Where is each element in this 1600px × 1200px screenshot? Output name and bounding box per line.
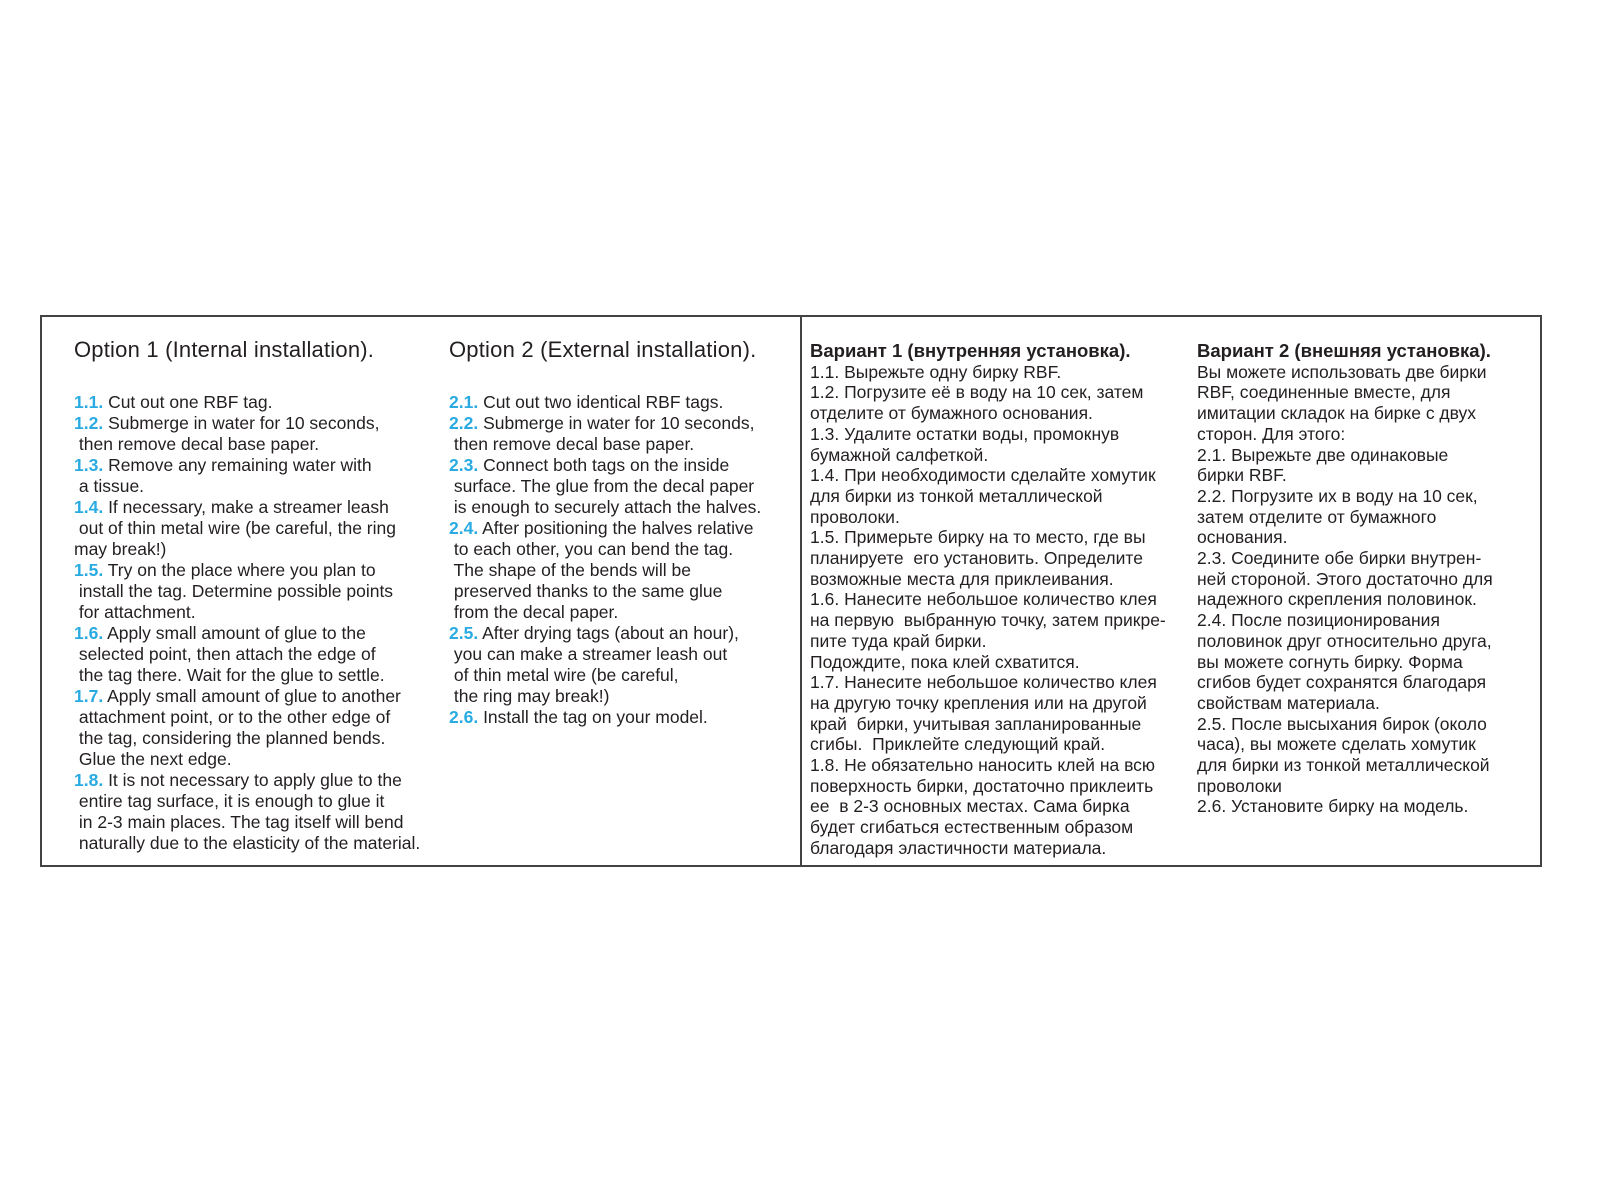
step-line: планируете его установить. Определите — [810, 548, 1143, 569]
step-line: 1.8. It is not necessary to apply glue to the — [74, 770, 402, 790]
step-line: 1.7. Нанесите небольшое количество клея — [810, 672, 1157, 693]
step-line: 2.3. Соедините обе бирки внутрен- — [1197, 548, 1482, 569]
instruction-step — [449, 392, 761, 413]
step-line: 2.4. После позиционирования — [1197, 610, 1440, 631]
step-number: 2.2. — [449, 413, 479, 433]
step-line: 1.4. If necessary, make a streamer leash — [74, 497, 389, 517]
step-number: 2.1. — [1197, 444, 1227, 465]
step-line: для бирки из тонкой металлической — [810, 485, 1103, 506]
instruction-step — [1197, 486, 1493, 548]
step-line: entire tag surface, it is enough to glue it — [74, 791, 385, 811]
instruction-step — [810, 362, 1166, 383]
step-line: 1.1. Cut out one RBF tag. — [74, 392, 273, 412]
step-line: 2.3. Connect both tags on the inside — [449, 455, 730, 475]
step-line: сгибы. Приклейте следующий край. — [810, 734, 1106, 755]
step-number: 1.1. — [810, 361, 840, 382]
step-line: 1.2. Submerge in water for 10 seconds, — [74, 413, 380, 433]
step-line: Glue the next edge. — [74, 749, 232, 769]
step-line: of thin metal wire (be careful, — [449, 665, 679, 685]
variant-1-heading: Вариант 1 (внутренняя установка). — [810, 340, 1131, 361]
step-line: Подождите, пока клей схватится. — [810, 651, 1080, 672]
instruction-step — [74, 497, 420, 560]
step-line: you can make a streamer leash out — [449, 644, 728, 664]
panel-english — [42, 317, 800, 865]
step-line: 2.6. Установите бирку на модель. — [1197, 796, 1469, 817]
instruction-step — [449, 455, 761, 518]
step-line: then remove decal base paper. — [449, 434, 695, 454]
step-number: 1.2. — [74, 413, 104, 433]
step-line: свойствам материала. — [1197, 692, 1380, 713]
instruction-step — [810, 465, 1166, 527]
step-line: 2.2. Submerge in water for 10 seconds, — [449, 413, 755, 433]
step-number: 2.5. — [449, 623, 479, 643]
step-line: для бирки из тонкой металлической — [1197, 755, 1490, 776]
step-number: 2.6. — [1197, 796, 1227, 817]
column-option-2 — [449, 337, 761, 728]
step-line: пите туда край бирки. — [810, 630, 987, 651]
step-number: 2.4. — [1197, 610, 1227, 631]
step-number: 2.4. — [449, 518, 479, 538]
step-line: The shape of the bends will be — [449, 560, 691, 580]
step-line: 1.1. Вырежьте одну бирку RBF. — [810, 361, 1062, 382]
step-line: 2.6. Install the tag on your model. — [449, 707, 708, 727]
step-line: 2.1. Вырежьте две одинаковые — [1197, 444, 1449, 465]
step-line: 1.5. Try on the place where you plan to — [74, 560, 376, 580]
step-line: 1.6. Нанесите небольшое количество клея — [810, 589, 1157, 610]
step-number: 1.3. — [810, 423, 840, 444]
step-line: for attachment. — [74, 602, 196, 622]
step-line: сгибов будет сохранятся благодаря — [1197, 672, 1487, 693]
variant-1-step-list — [810, 362, 1166, 859]
step-number: 1.4. — [810, 465, 840, 486]
step-line: благодаря эластичности материала. — [810, 837, 1107, 858]
step-number: 2.5. — [1197, 713, 1227, 734]
instruction-step — [810, 589, 1166, 672]
option-1-heading: Option 1 (Internal installation). — [74, 337, 375, 362]
step-line: половинок друг относительно друга, — [1197, 630, 1492, 651]
step-line: возможные места для приклеивания. — [810, 568, 1114, 589]
column-variant-2 — [1197, 341, 1493, 817]
step-line: in 2-3 main places. The tag itself will bend — [74, 812, 404, 832]
step-line: 2.4. After positioning the halves relative — [449, 518, 754, 538]
instruction-step — [810, 424, 1166, 465]
step-line: бирки RBF. — [1197, 465, 1287, 486]
step-line: на первую выбранную точку, затем прикре- — [810, 610, 1166, 631]
step-number: 1.8. — [810, 755, 840, 776]
step-line: основания. — [1197, 527, 1288, 548]
step-number: 1.5. — [74, 560, 104, 580]
step-number: 1.6. — [810, 589, 840, 610]
option-1-step-list — [74, 392, 420, 854]
step-number: 1.7. — [74, 686, 104, 706]
step-line: проволоки. — [810, 506, 900, 527]
step-line: is enough to securely attach the halves. — [449, 497, 762, 517]
step-line: проволоки — [1197, 775, 1282, 796]
step-number: 1.7. — [810, 672, 840, 693]
step-line: поверхность бирки, достаточно приклеить — [810, 775, 1154, 796]
step-line: the tag, considering the planned bends. — [74, 728, 386, 748]
instruction-step — [449, 413, 761, 455]
step-number: 2.2. — [1197, 485, 1227, 506]
step-line: 1.3. Удалите остатки воды, промокнув — [810, 423, 1120, 444]
panel-russian — [802, 317, 1540, 865]
step-line: then remove decal base paper. — [74, 434, 320, 454]
column-variant-1 — [810, 341, 1166, 859]
instruction-step — [449, 707, 761, 728]
step-line: attachment point, or to the other edge of — [74, 707, 391, 727]
step-line: затем отделите от бумажного — [1197, 506, 1437, 527]
instruction-step — [1197, 445, 1493, 486]
step-line: 1.5. Примерьте бирку на то место, где вы — [810, 527, 1146, 548]
step-line: вы можете согнуть бирку. Форма — [1197, 651, 1463, 672]
instruction-step — [74, 392, 420, 413]
option-2-step-list — [449, 392, 761, 728]
step-line: the ring may break!) — [449, 686, 610, 706]
step-line: ней стороной. Этого достаточно для — [1197, 568, 1493, 589]
instruction-step — [74, 770, 420, 854]
intro-line: RBF, соединенные вместе, для — [1197, 382, 1451, 403]
instruction-step — [74, 455, 420, 497]
instruction-step — [74, 686, 420, 770]
step-number: 1.1. — [74, 392, 104, 412]
step-line: preserved thanks to the same glue — [449, 581, 723, 601]
step-number: 1.3. — [74, 455, 104, 475]
step-number: 1.4. — [74, 497, 104, 517]
step-line: a tissue. — [74, 476, 145, 496]
step-line: 1.4. При необходимости сделайте хомутик — [810, 465, 1156, 486]
step-line: на другую точку крепления или на другой — [810, 692, 1147, 713]
step-line: selected point, then attach the edge of — [74, 644, 376, 664]
step-number: 1.6. — [74, 623, 104, 643]
step-line: бумажной салфеткой. — [810, 444, 989, 465]
step-line: 2.1. Cut out two identical RBF tags. — [449, 392, 724, 412]
step-line: край бирки, учитывая запланированные — [810, 713, 1142, 734]
step-line: the tag there. Wait for the glue to settle. — [74, 665, 385, 685]
step-number: 2.3. — [449, 455, 479, 475]
intro-line: Вы можете использовать две бирки — [1197, 361, 1487, 382]
step-number: 2.3. — [1197, 548, 1227, 569]
step-line: 1.8. Не обязательно наносить клей на всю — [810, 755, 1156, 776]
instruction-step — [810, 672, 1166, 755]
option-2-heading: Option 2 (External installation). — [449, 337, 757, 362]
instruction-step — [449, 518, 761, 623]
instruction-step — [74, 560, 420, 623]
step-line: часа), вы можете сделать хомутик — [1197, 734, 1476, 755]
intro-line: имитации складок на бирке с двух — [1197, 403, 1477, 424]
variant-2-heading: Вариант 2 (внешняя установка). — [1197, 340, 1491, 361]
step-number: 1.8. — [74, 770, 104, 790]
intro-line: сторон. Для этого: — [1197, 423, 1346, 444]
instruction-step — [810, 382, 1166, 423]
instruction-sheet — [40, 315, 1542, 867]
step-line: install the tag. Determine possible points — [74, 581, 394, 601]
step-line: surface. The glue from the decal paper — [449, 476, 755, 496]
step-line: ее в 2-3 основных местах. Сама бирка — [810, 796, 1130, 817]
step-number: 1.5. — [810, 527, 840, 548]
step-line: отделите от бумажного основания. — [810, 403, 1093, 424]
step-line: 1.6. Apply small amount of glue to the — [74, 623, 366, 643]
step-line: may break!) — [74, 539, 167, 559]
step-number: 2.1. — [449, 392, 479, 412]
instruction-step — [1197, 610, 1493, 714]
step-line: 1.3. Remove any remaining water with — [74, 455, 372, 475]
step-line: будет сгибаться естественным образом — [810, 817, 1134, 838]
step-line: 2.5. После высыхания бирок (около — [1197, 713, 1487, 734]
instruction-step — [1197, 548, 1493, 610]
step-line: out of thin metal wire (be careful, the ring — [74, 518, 396, 538]
variant-2-step-list — [1197, 445, 1493, 818]
instruction-step — [1197, 796, 1493, 817]
instruction-step — [810, 755, 1166, 859]
step-line: to each other, you can bend the tag. — [449, 539, 734, 559]
step-line: надежного скрепления половинок. — [1197, 589, 1477, 610]
step-line: 2.5. After drying tags (about an hour), — [449, 623, 739, 643]
step-number: 1.2. — [810, 382, 840, 403]
step-number: 2.6. — [449, 707, 479, 727]
instruction-step — [449, 623, 761, 707]
variant-2-intro — [1197, 362, 1493, 445]
step-line: 1.7. Apply small amount of glue to another — [74, 686, 401, 706]
column-option-1 — [74, 337, 420, 854]
instruction-step — [74, 623, 420, 686]
instruction-step — [810, 527, 1166, 589]
instruction-step — [74, 413, 420, 455]
step-line: 2.2. Погрузите их в воду на 10 сек, — [1197, 485, 1478, 506]
step-line: from the decal paper. — [449, 602, 619, 622]
instruction-step — [1197, 714, 1493, 797]
step-line: 1.2. Погрузите её в воду на 10 сек, затем — [810, 382, 1144, 403]
step-line: naturally due to the elasticity of the material. — [74, 833, 421, 853]
